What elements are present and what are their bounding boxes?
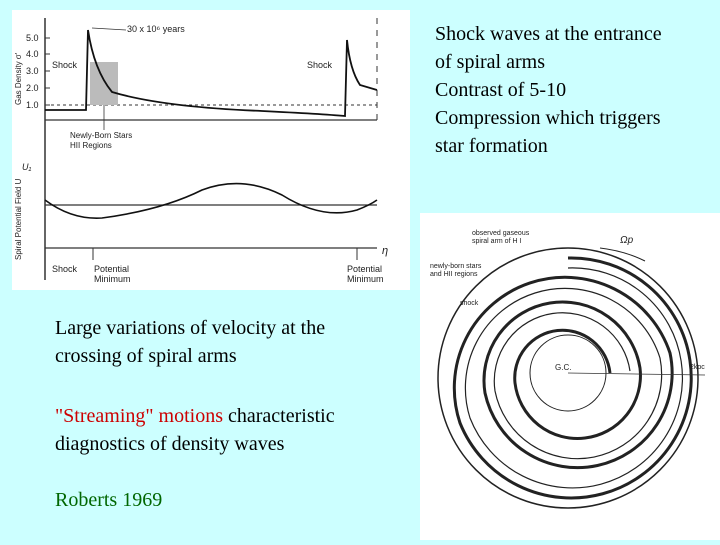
- potential-min-left-2: Minimum: [94, 274, 131, 284]
- timescale-leader: [92, 28, 126, 30]
- timescale-label: 30 x 10⁶ years: [127, 24, 185, 34]
- left-p2-line1: [55, 402, 405, 430]
- spiral-arm-svg: [420, 213, 720, 540]
- left-p1-line2: crossing of spiral arms: [55, 345, 237, 367]
- ytick-5: 5.0: [26, 33, 39, 43]
- eta-symbol: η: [382, 245, 389, 257]
- spiral-rings: [438, 248, 698, 508]
- streaming-quoted: "Streaming" motions: [55, 405, 223, 427]
- shock-label-right: Shock: [307, 60, 333, 70]
- velocity-variation-text: [55, 314, 405, 370]
- galactic-center-label: G.C.: [555, 363, 572, 372]
- u-symbol: U₁: [22, 162, 32, 172]
- observed-label-1: observed gaseous: [472, 230, 530, 237]
- shock-waves-text: [435, 20, 715, 160]
- right-line-1: Shock waves at the entrance: [435, 23, 662, 45]
- left-p2-line2: diagnostics of density waves: [55, 433, 285, 455]
- bottom-shock-label: Shock: [52, 264, 78, 274]
- streaming-motions-text: [55, 402, 405, 458]
- gas-density-diagram: [12, 10, 410, 290]
- hii-label: HII Regions: [70, 141, 112, 150]
- ylabel-potential: Spiral Potential Field U: [14, 178, 23, 260]
- ytick-2: 2.0: [26, 83, 39, 93]
- citation: Roberts 1969: [55, 489, 163, 511]
- right-line-5: star formation: [435, 135, 548, 157]
- right-line-4: Compression which triggers: [435, 107, 661, 129]
- ytick-1: 1.0: [26, 100, 39, 110]
- potential-curve: [45, 184, 377, 219]
- ytick-3: 3.0: [26, 66, 39, 76]
- newly-born-spiral-1: newly-born stars: [430, 263, 482, 270]
- shock-label-left: Shock: [52, 60, 78, 70]
- spiral-arm-diagram: [420, 213, 720, 540]
- ylabel-gas-density: Gas Density σ': [14, 52, 23, 105]
- right-line-3: Contrast of 5-10: [435, 79, 567, 101]
- star-formation-region: [90, 62, 118, 105]
- right-line-2: of spiral arms: [435, 51, 545, 73]
- potential-min-right-2: Minimum: [347, 274, 384, 284]
- left-p1-line1: Large variations of velocity at the: [55, 317, 326, 339]
- streaming-rest: characteristic: [223, 405, 335, 427]
- radius-label: 2kpc: [690, 364, 705, 371]
- omega-label: Ωp: [620, 235, 634, 246]
- newly-born-spiral-2: and HII regions: [430, 271, 478, 278]
- potential-min-right-1: Potential: [347, 264, 383, 274]
- ytick-4: 4.0: [26, 49, 39, 59]
- newly-born-label: Newly-Born Stars: [70, 131, 133, 140]
- observed-label-2: spiral arm of H I: [472, 238, 522, 245]
- potential-min-left-1: Potential: [94, 264, 130, 274]
- gas-density-diagram-svg: [12, 10, 410, 290]
- shock-spiral-label: shock: [460, 300, 479, 307]
